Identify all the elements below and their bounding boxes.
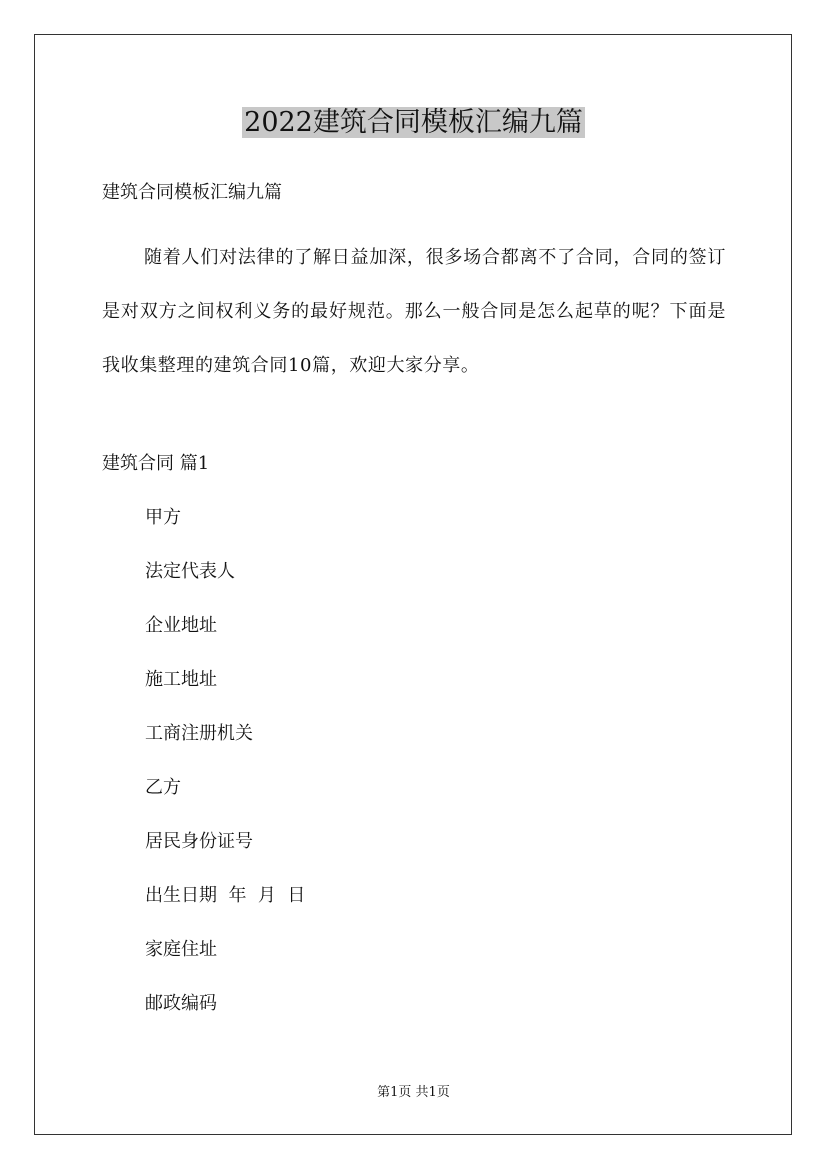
document-title-text: 2022建筑合同模板汇编九篇 (244, 107, 583, 138)
field-label: 法定代表人 (145, 561, 235, 582)
field-label: 甲方 (145, 507, 181, 528)
section-heading: 建筑合同 篇1 (102, 453, 210, 474)
field-label: 出生日期 年 月 日 (145, 885, 306, 906)
field-label: 乙方 (145, 777, 181, 798)
field-label: 家庭住址 (145, 939, 217, 960)
page-footer: 第1页 共1页 (377, 1085, 450, 1100)
field-label: 施工地址 (145, 669, 217, 690)
document-subtitle: 建筑合同模板汇编九篇 (102, 182, 282, 203)
field-label: 邮政编码 (145, 993, 217, 1014)
field-label: 居民身份证号 (145, 831, 253, 852)
field-label: 工商注册机关 (145, 723, 253, 744)
field-label: 企业地址 (145, 615, 217, 636)
intro-paragraph: 随着人们对法律的了解日益加深，很多场合都离不了合同，合同的签订是对双方之间权利义务的最好规范。那么一般合同是怎么起草的呢？下面是我收集整理的建筑合同10篇，欢迎大家分享。 (102, 247, 726, 376)
document-title (0, 104, 827, 142)
contract-field-list (145, 506, 305, 1046)
